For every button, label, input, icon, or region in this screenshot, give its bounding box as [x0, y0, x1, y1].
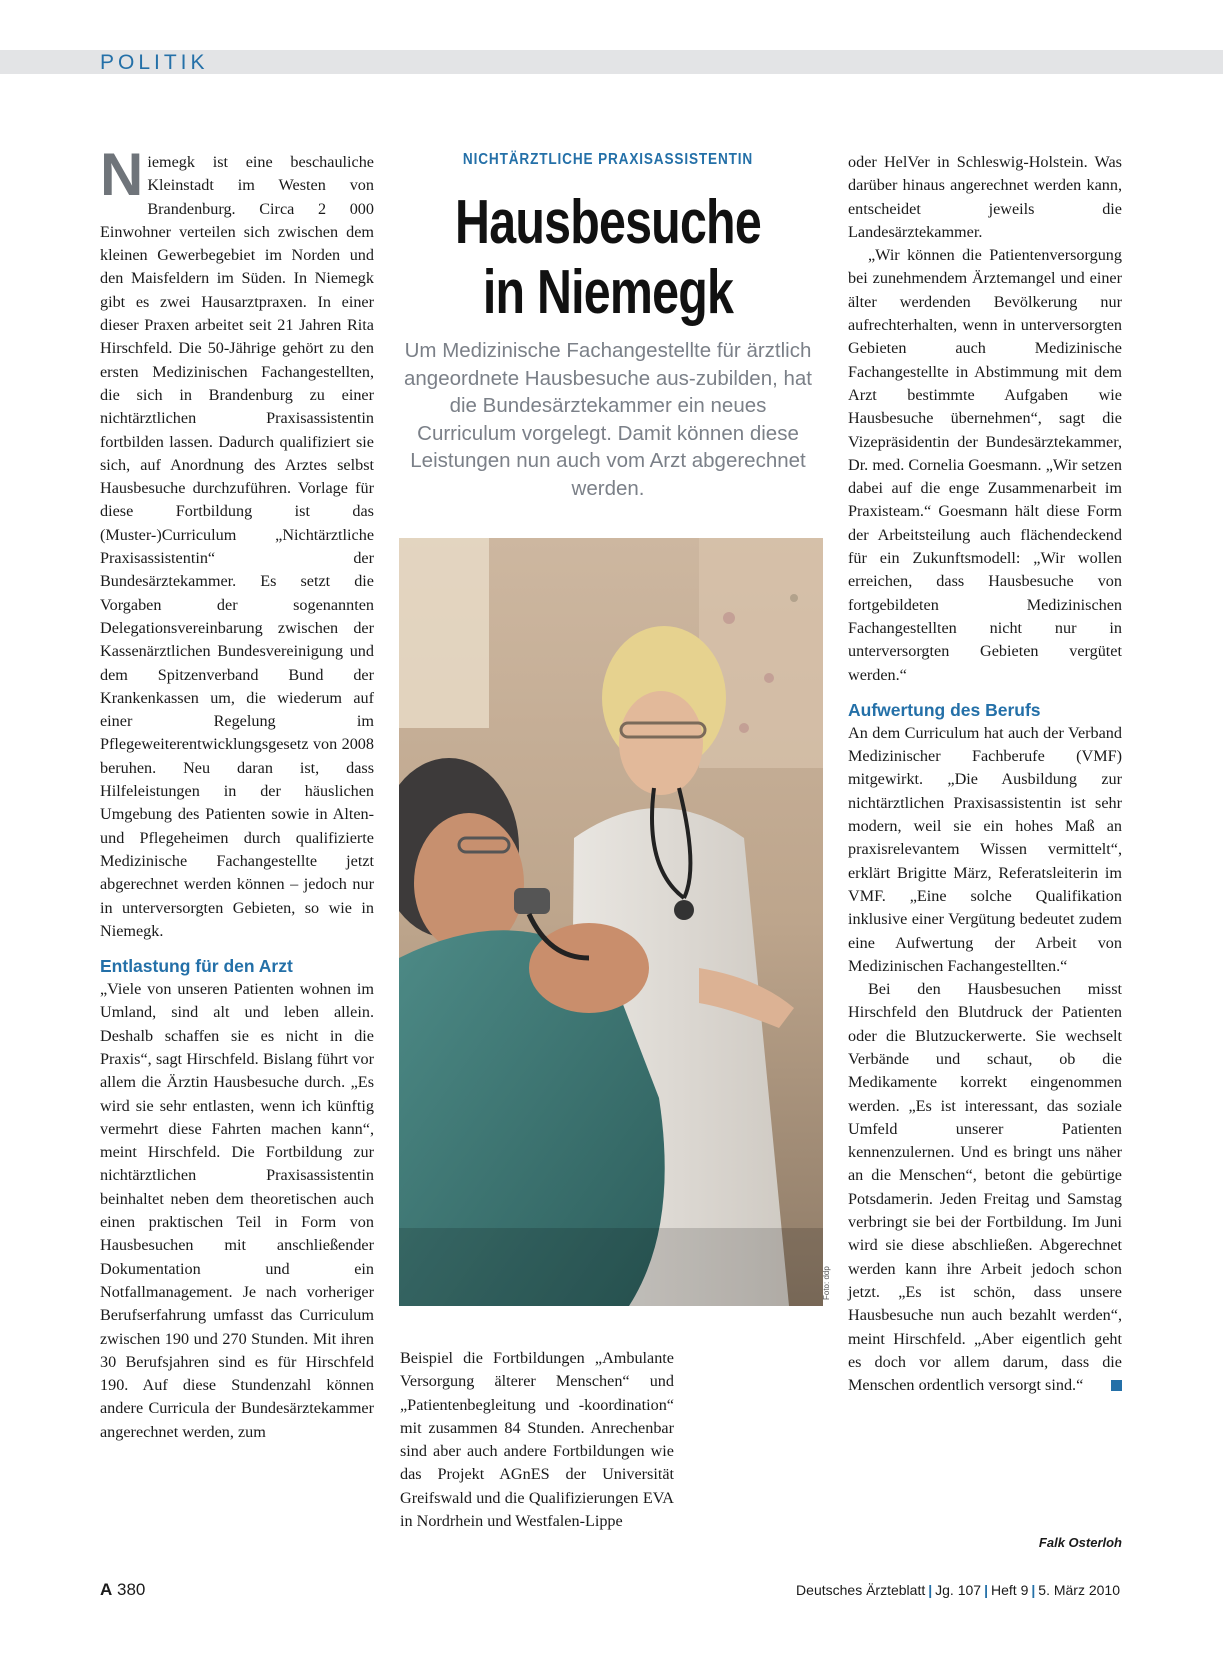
article-column-3 [848, 151, 1122, 1397]
photo-illustration [399, 538, 823, 1306]
body-paragraph: „Wir können die Patientenversorgung bei zunehmendem Ärztemangel und einer älter werdenden Bevölkerung nur aufrechterhalten, wenn in unterversorgten Gebieten auch Medizinische Fachangestellte in Abstimmung mit dem Arzt bestimmte Aufgaben wie Hausbesuche übernehmen“, sagt die Vizepräsidentin der Bundesärztekammer, Dr. med. Cornelia Goesmann. „Wir setzen dabei auf die enge Zusammenarbeit im Praxisteam.“ Goesmann hält diese Form der Arbeitsteilung auch flächendeckend für ein Zukunftsmodell: „Wir wollen erreichen, dass Hausbesuche von fortgebildeten Medizinischen Fachangestellten nicht nur in unterversorgten Gebieten vergütet werden.“ [848, 246, 1122, 684]
journal-issue: Heft 9 [991, 1582, 1029, 1598]
drop-cap: N [100, 141, 144, 208]
article-author: Falk Osterloh [1038, 1535, 1122, 1550]
body-paragraph: An dem Curriculum hat auch der Verband Medizinischer Fachberufe (VMF) mitgewirkt. „Die Ausbildung zur nichtärztlichen Praxisassistentin ist sehr modern, weil sie ein hohes Maß an praxisrelevantem Wissen vermittelt“, erklärt Brigitte März, Referatsleiterin im VMF. „Eine solche Qualifikation inklusive einer Vergütung bedeutet zudem eine Aufwertung der Arbeit von Medizinischen Fachangestellten.“ [848, 723, 1122, 975]
body-paragraph: Beispiel die Fortbildungen „Ambulante Versorgung älterer Menschen“ und „Patientenbegleitung und -koordination“ mit zusammen 84 Stunden. Anrechenbar sind aber auch andere Fortbildungen wie das Projekt AGnES der Universität Greifswald und die Qualifizierungen EVA in Nordrhein und Westfalen-Lippe [400, 1349, 674, 1531]
section-label: POLITIK [100, 51, 209, 74]
body-paragraph: oder HelVer in Schleswig-Holstein. Was darüber hinaus angerechnet werden kann, entscheidet jeweils die Landesärztekammer. [848, 153, 1122, 241]
separator: | [984, 1582, 988, 1598]
article-column-1 [100, 141, 374, 1444]
page-number [100, 1580, 145, 1600]
intro-text: iemegk ist eine beschauliche Kleinstadt im Westen von Brandenburg. Circa 2 000 Einwohner verteilen sich zwischen dem kleinen Gewerbegebiet im Norden und den Maisfeldern im Süden. In Niemegk gibt es zwei Hausarztpraxen. In einer dieser Praxen arbeitet seit 21 Jahren Rita Hirschfeld. Die 50-Jährige gehört zu den ersten Medizinischen Fachangestellten, die sich in Brandenburg zu einer nichtärztlichen Praxisassistentin fortbilden lassen. Dadurch qualifiziert sie sich, auf Anordnung des Arztes selbst Hausbesuche durchzuführen. Vorlage für diese Fortbildung ist das (Muster-)Curriculum „Nichtärztliche Praxisassistentin“ der Bundesärztekammer. Es setzt die Vorgaben der sogenannten Delegationsvereinbarung zwischen der Kassenärztlichen Bundesvereinigung und dem Spitzenverband Bund der Krankenkassen um, die wiederum auf einer Regelung im Pflegeweiterentwicklungsgesetz von 2008 beruhen. Neu daran ist, dass Hilfeleistungen in der häuslichen Umgebung des Patienten sowie in Alten- und Pflegeheimen durch qualifizierte Medizinische Fachangestellte jetzt abgerechnet werden können – jedoch nur in unterversorgten Gebieten, so wie in Niemegk. [100, 153, 374, 940]
page-prefix: A [100, 1580, 113, 1599]
body-paragraph-final [848, 978, 1122, 1397]
footer-journal-info [796, 1582, 1120, 1598]
page-number-value: 380 [117, 1580, 146, 1599]
photo-credit: Foto: ddp [822, 1266, 831, 1300]
journal-date: 5. März 2010 [1038, 1582, 1120, 1598]
article-deck: Um Medizinische Fachangestellte für ärztlich angeordnete Hausbesuche aus-zubilden, hat die Bundesärztekammer ein neues Curriculum vorgelegt. Damit können diese Leistungen nun auch vom Arzt abgerechnet werden. [403, 339, 813, 500]
body-paragraph: „Viele von unseren Patienten wohnen im Umland, sind alt und leben allein. Deshalb schaffen sie es nicht in die Praxis“, sagt Hirschfeld. Bislang führt vor allem die Ärztin Hausbesuche durch. „Es wird sie sehr entlasten, wenn ich künftig vermehrt diese Fahrten machen kann“, meint Hirschfeld. Die Fortbildung zur nichtärztlichen Praxisassistentin beinhaltet neben dem theoretischen auch einen praktischen Teil in Form von Hausbesuchen mit anschließender Dokumentation und ein Notfallmanagement. Je nach vorheriger Berufserfahrung umfasst das Curriculum zwischen 190 und 270 Stunden. Mit ihren 30 Berufsjahren sind es für Hirschfeld 190. Auf diese Stundenzahl können andere Curricula der Bundesärztekammer angerechnet werden, zum [100, 980, 374, 1441]
separator: | [1031, 1582, 1036, 1598]
intro-paragraph [100, 141, 374, 943]
subhead-aufwertung: Aufwertung des Berufs [848, 699, 1041, 720]
subhead-entlastung: Entlastung für den Arzt [100, 956, 293, 977]
headline-line-2: in Niemegk [482, 258, 734, 327]
separator: | [928, 1582, 933, 1598]
article-photo [399, 538, 823, 1306]
article-kicker: NICHTÄRZTLICHE PRAXISASSISTENTIN [462, 151, 754, 168]
article-column-2 [400, 1347, 674, 1533]
journal-volume: Jg. 107 [935, 1582, 982, 1598]
final-text: Bei den Hausbesuchen misst Hirschfeld den Blutdruck der Patienten oder die Blutzuckerwerte. Sie wechselt Verbände und schaut, ob die Medikamente korrekt eingenommen werden. „Es ist interessant, das soziale Umfeld unserer Patienten kennenzulernen. Und es bringt uns näher an die Menschen“, betont die gebürtige Potsdamerin. Jeden Freitag und Samstag verbringt sie bei der Fortbildung. Im Juni wird sie diese abschließen. Abgerechnet werden kann ihre Arbeit jedoch schon jetzt. „Es ist schön, dass unsere Hausbesuche nun auch bezahlt werden“, meint Hirschfeld. „Aber eigentlich geht es doch vor allem darum, dass die Menschen ordentlich versorgt sind.“ [848, 980, 1122, 1395]
headline-line-1: Hausbesuche [455, 188, 761, 257]
article-headline [446, 188, 770, 328]
end-mark-icon [1111, 1380, 1122, 1391]
journal-name: Deutsches Ärzteblatt [796, 1582, 926, 1598]
